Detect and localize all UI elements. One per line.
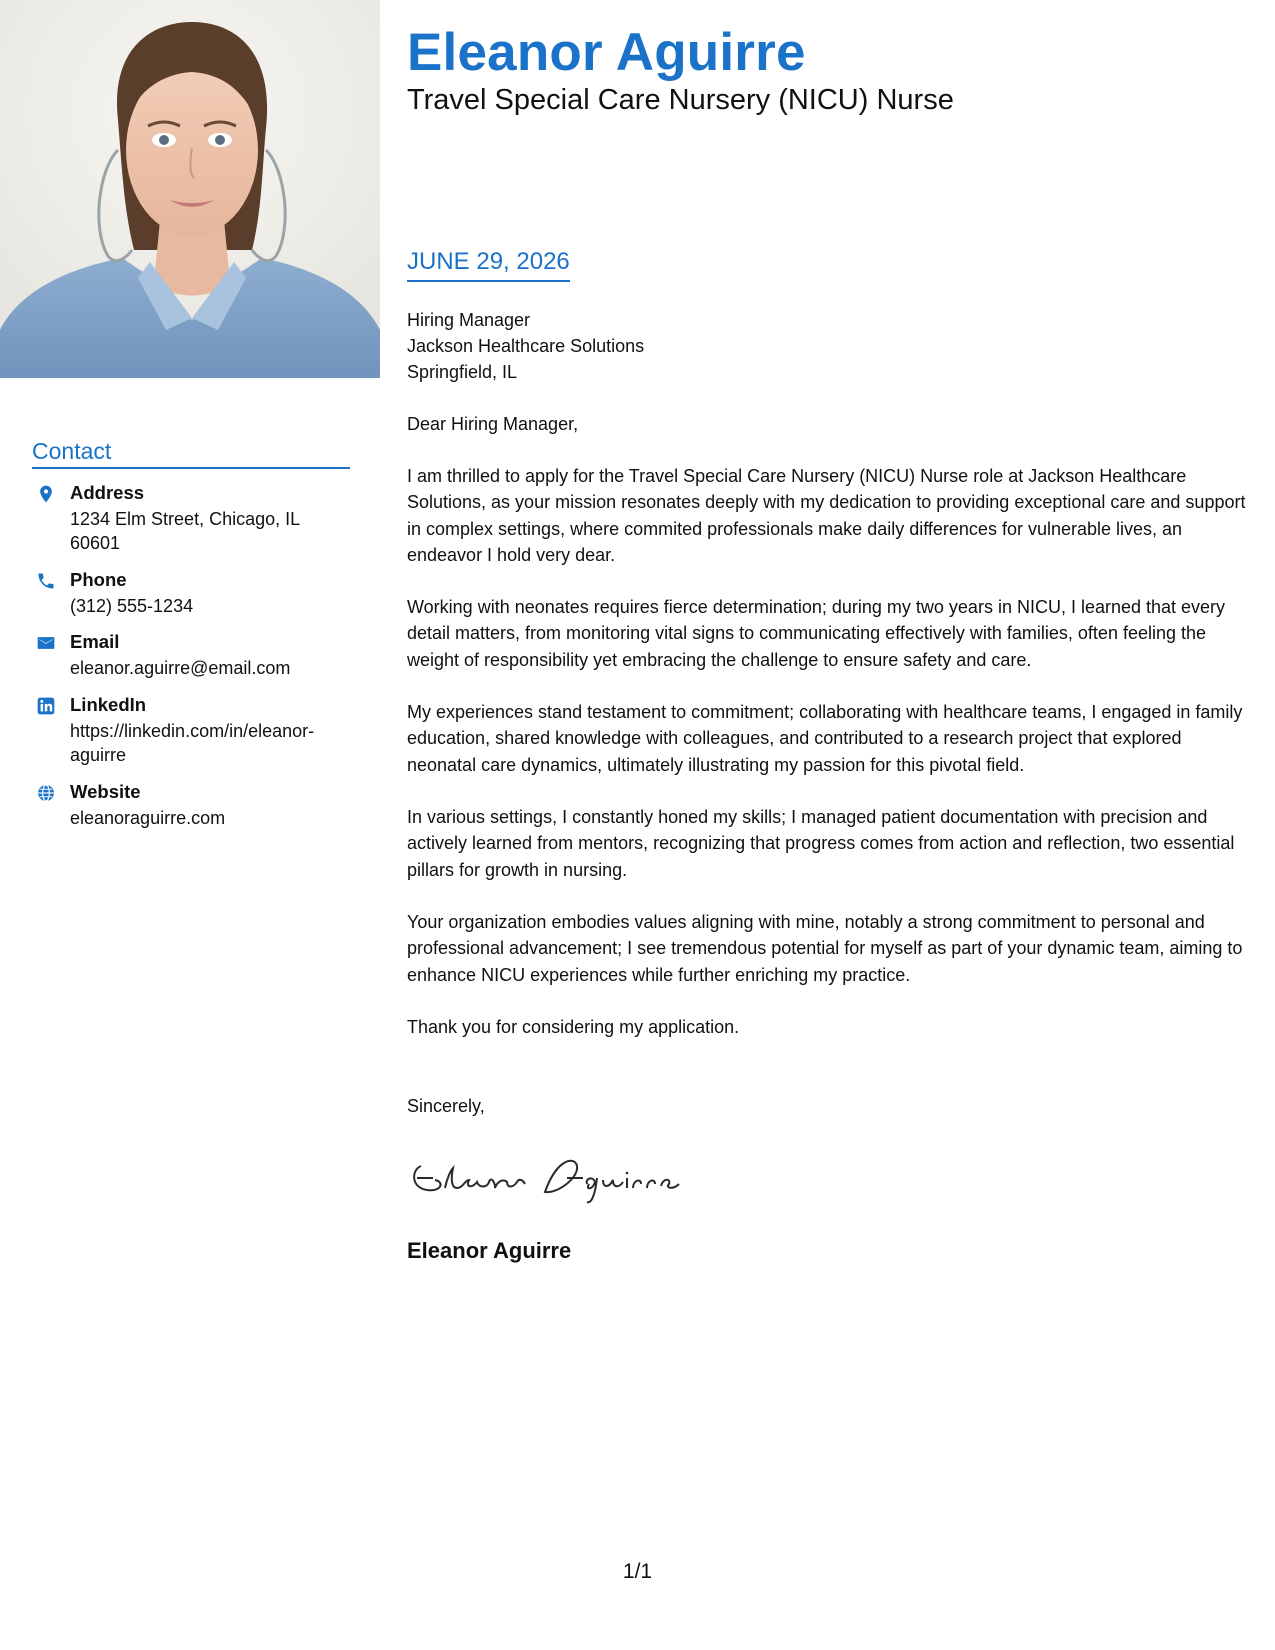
letter-paragraph: My experiences stand testament to commitment; collaborating with healthcare teams, I engaged in family education, shared knowledge with colleagues, and contributed to a research project that explored neonatal care dynamics, ultimately illustrating my passion for this pivotal field. — [407, 702, 1243, 775]
phone-icon — [36, 571, 56, 591]
contact-value[interactable]: https://linkedin.com/in/eleanor-aguirre — [70, 721, 315, 765]
contact-label: LinkedIn — [70, 694, 147, 715]
contact-value[interactable]: eleanoraguirre.com — [70, 808, 226, 828]
contact-value: eleanor.aguirre@email.com — [70, 658, 291, 678]
contact-website — [32, 781, 352, 831]
recipient-line: Springfield, IL — [407, 362, 518, 382]
closing: Sincerely, — [407, 1096, 485, 1116]
contact-linkedin — [32, 694, 352, 766]
contact-value: (312) 555-1234 — [70, 596, 194, 616]
salutation: Dear Hiring Manager, — [407, 414, 579, 434]
recipient-block — [407, 307, 644, 385]
contact-heading: Contact — [32, 438, 350, 469]
linkedin-icon — [36, 696, 56, 716]
handwritten-signature — [407, 1148, 687, 1208]
recipient-line: Jackson Healthcare Solutions — [407, 336, 645, 356]
page-number: 1/1 — [622, 1560, 653, 1583]
letter-date: JUNE 29, 2026 — [407, 248, 570, 282]
contact-label: Phone — [70, 569, 127, 590]
email-icon — [36, 633, 56, 653]
signed-name: Eleanor Aguirre — [407, 1238, 572, 1263]
contact-address — [32, 482, 352, 554]
contact-value: 1234 Elm Street, Chicago, IL 60601 — [70, 509, 300, 553]
letter-paragraph: Thank you for considering my application. — [407, 1017, 740, 1037]
letter-paragraph: Working with neonates requires fierce determination; during my two years in NICU, I learned that every detail matters, from monitoring vital signs to communicating effectively with families, often feeling the weight of responsibility yet embracing the challenge to ensure safety and care. — [407, 597, 1226, 670]
applicant-name: Eleanor Aguirre — [407, 23, 806, 82]
sidebar — [0, 0, 380, 1650]
contact-email — [32, 631, 352, 681]
map-pin-icon — [36, 484, 56, 504]
contact-phone — [32, 569, 352, 619]
job-title: Travel Special Care Nursery (NICU) Nurse — [407, 84, 954, 116]
letter-paragraph: Your organization embodies values aligning with mine, notably a strong commitment to personal and professional advancement; I see tremendous potential for myself as part of your dynamic team, aiming to enhance NICU experiences while further enriching my practice. — [407, 912, 1243, 985]
contact-label: Website — [70, 781, 141, 802]
globe-icon — [36, 783, 56, 803]
letter-paragraph: I am thrilled to apply for the Travel Special Care Nursery (NICU) Nurse role at Jackson Healthcare Solutions, as your mission resonates deeply with my dedication to providing exceptional care and support in complex settings, where commited professionals make daily differences for vulnerable lives, an endeavor I hold very dear. — [407, 466, 1246, 565]
contact-label: Email — [70, 631, 120, 652]
profile-photo — [0, 0, 380, 378]
letter-paragraph: In various settings, I constantly honed my skills; I managed patient documentation with precision and actively learned from mentors, recognizing that progress comes from action and reflection, two essential pillars for growth in nursing. — [407, 807, 1235, 880]
contact-label: Address — [70, 482, 145, 503]
recipient-line: Hiring Manager — [407, 310, 531, 330]
